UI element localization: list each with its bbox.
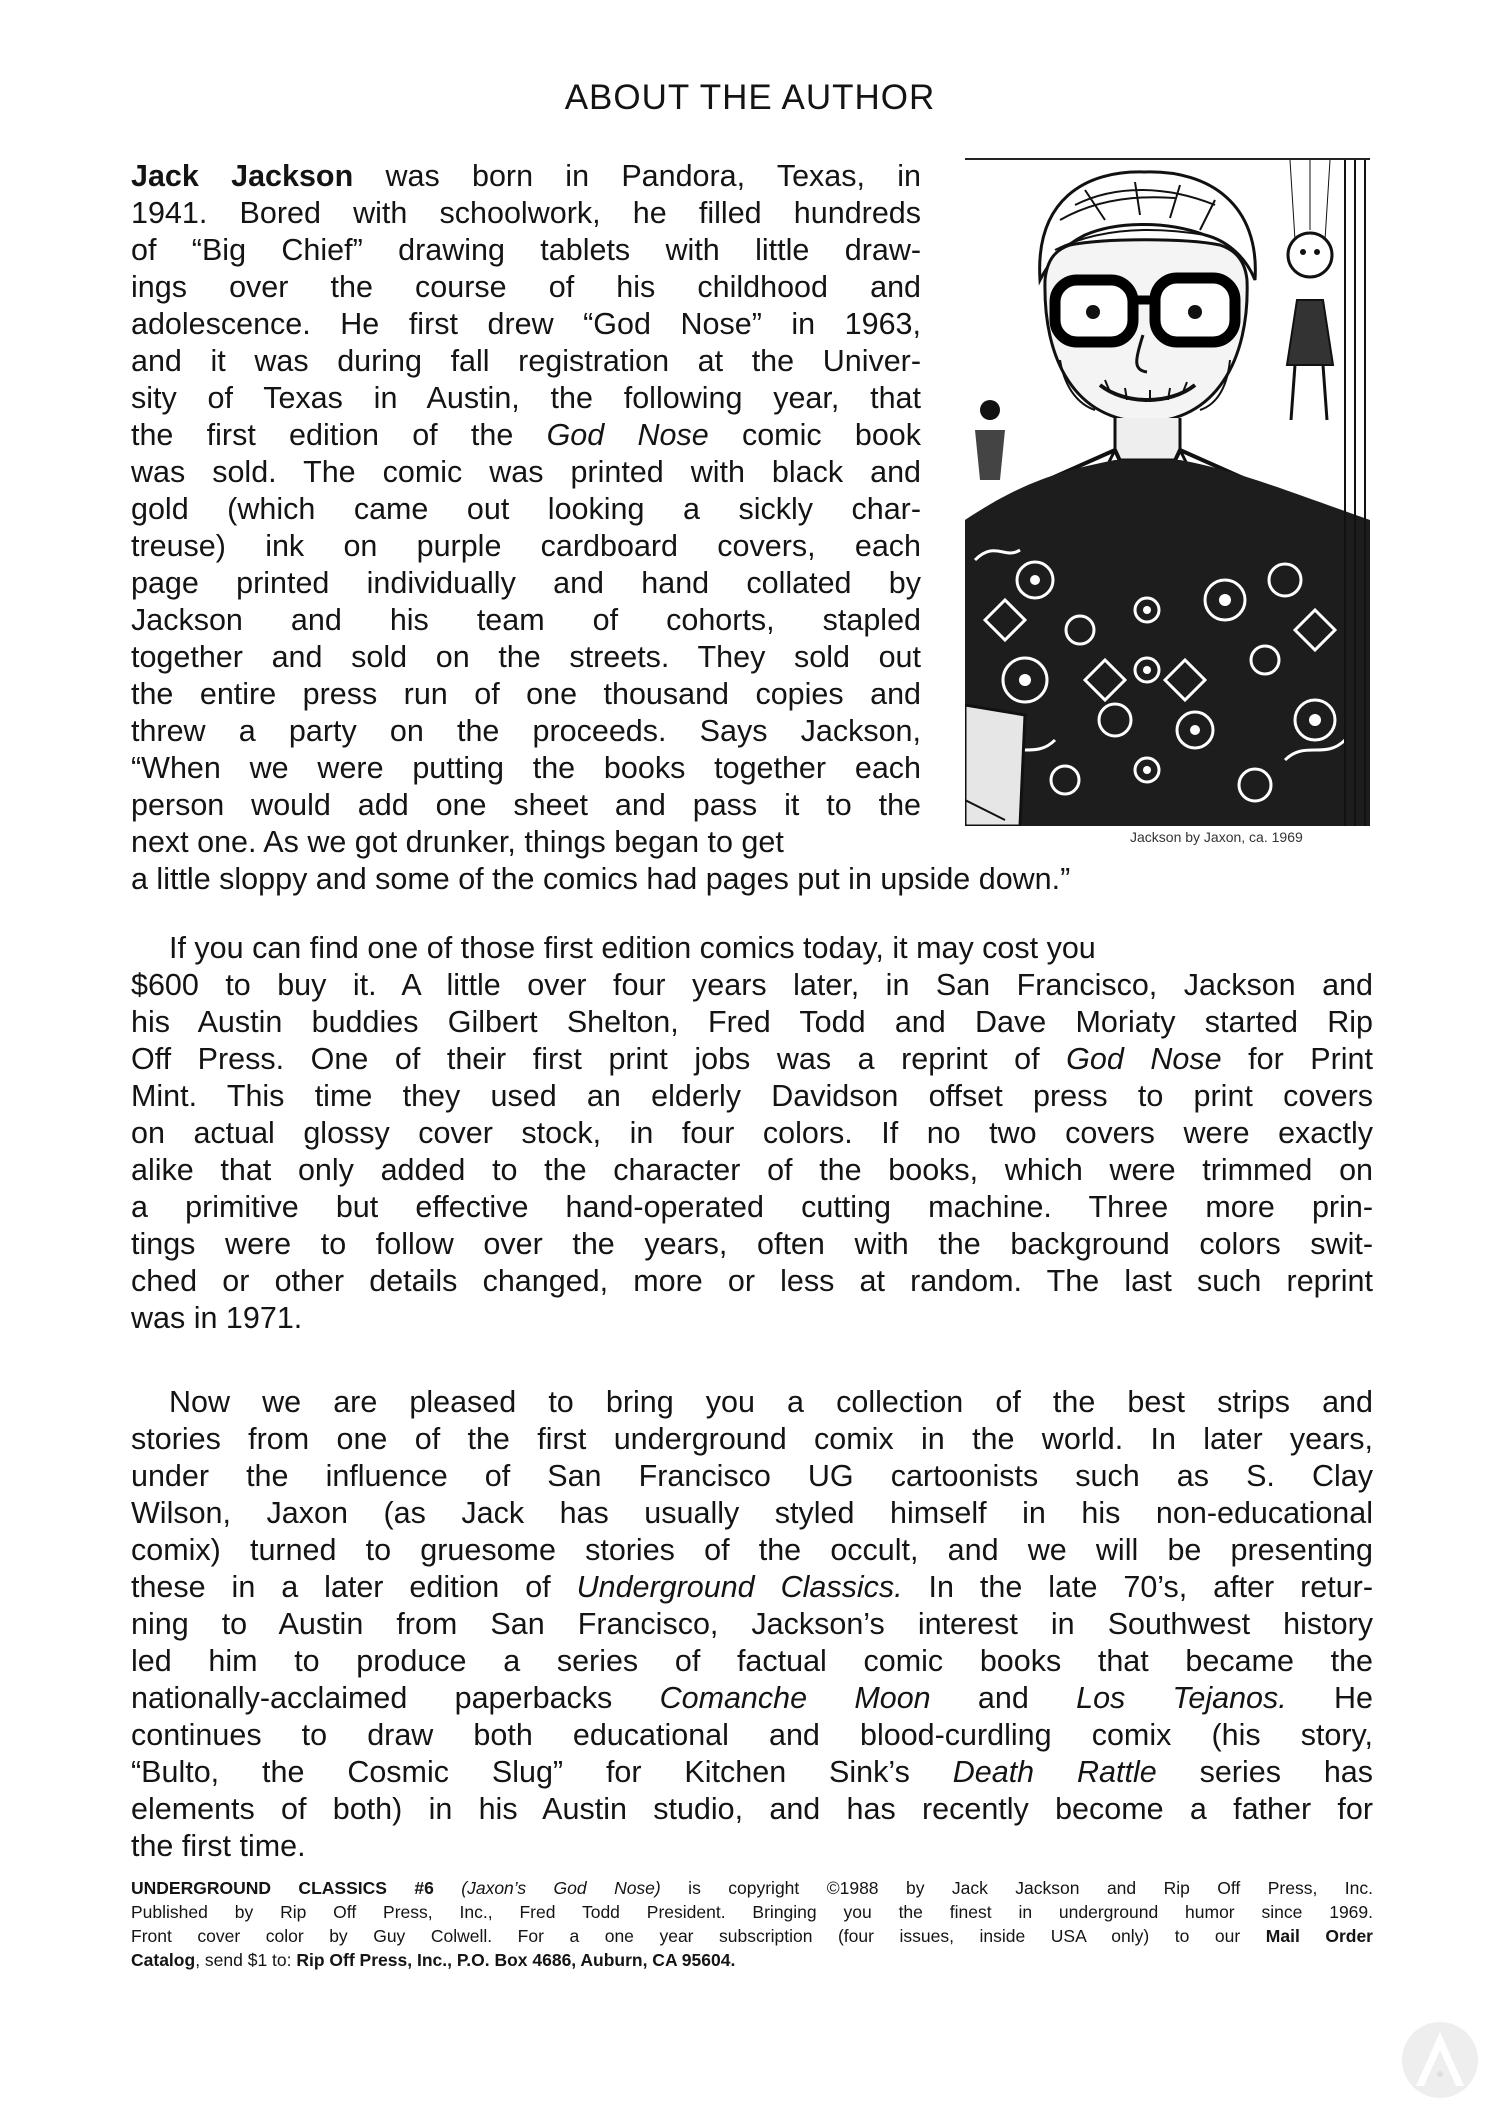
watermark-logo-icon	[1400, 2020, 1480, 2100]
text-line: nationally-acclaimed paperbacks Comanche Moon and Los Tejanos. He	[131, 1681, 1374, 1715]
text-line: Wilson, Jaxon (as Jack has usually styled himself in his non-educational	[131, 1496, 1373, 1530]
text-line: the first edition of the God Nose comic book	[131, 418, 921, 452]
text-line: continues to draw both educational and blood-curdling comix (his story,	[131, 1718, 1373, 1752]
text-line: the entire press run of one thousand copies and	[131, 677, 921, 711]
text-line: Jackson and his team of cohorts, stapled	[131, 603, 921, 637]
author-portrait-illustration	[965, 158, 1370, 826]
text-line: led him to produce a series of factual comic books that became the	[131, 1644, 1373, 1678]
text-line: on actual glossy cover stock, in four colors. If no two covers were exactly	[131, 1116, 1373, 1150]
author-bio-paragraph-2	[131, 930, 1373, 1337]
text-line: Mint. This time they used an elderly Davidson offset press to print covers	[131, 1079, 1373, 1113]
footer-line: Published by Rip Off Press, Inc., Fred Todd President. Bringing you the finest in underground humor since 1969.	[131, 1902, 1373, 1922]
text-line: treuse) ink on purple cardboard covers, each	[131, 529, 921, 563]
text-line: $600 to buy it. A little over four years later, in San Francisco, Jackson and	[131, 968, 1373, 1002]
text-line: “When we were putting the books together each	[131, 751, 921, 785]
page-title: ABOUT THE AUTHOR	[564, 78, 936, 117]
text-line: was in 1971.	[131, 1301, 303, 1335]
portrait-drawing	[965, 160, 1370, 826]
text-line: alike that only added to the character of the books, which were trimmed on	[131, 1153, 1373, 1187]
text-line: these in a later edition of Underground Classics. In the late 70’s, after retur-	[131, 1570, 1373, 1604]
text-line: Jack Jackson was born in Pandora, Texas, in	[131, 159, 921, 193]
text-line: together and sold on the streets. They sold out	[131, 640, 921, 674]
text-line: elements of both) in his Austin studio, and has recently become a father for	[131, 1792, 1373, 1826]
text-line: If you can find one of those first edition comics today, it may cost you	[169, 931, 1096, 965]
text-line: a little sloppy and some of the comics had pages put in upside down.”	[131, 862, 1071, 896]
text-line: 1941. Bored with schoolwork, he filled hundreds	[131, 196, 921, 230]
copyright-footer	[131, 1876, 1373, 1972]
text-line: ning to Austin from San Francisco, Jackson’s interest in Southwest history	[131, 1607, 1373, 1641]
text-line: ched or other details changed, more or less at random. The last such reprint	[131, 1264, 1373, 1298]
text-line: a primitive but effective hand-operated cutting machine. Three more prin-	[131, 1190, 1373, 1224]
text-line: and it was during fall registration at the Univer-	[131, 344, 921, 378]
author-bio-paragraph-1	[131, 158, 1071, 898]
author-bio-paragraph-3	[131, 1384, 1373, 1865]
footer-line: Front cover color by Guy Colwell. For a one year subscription (four issues, inside USA only) to our Mail Order	[131, 1926, 1373, 1946]
text-line: comix) turned to gruesome stories of the occult, and we will be presenting	[131, 1533, 1373, 1567]
text-line: sity of Texas in Austin, the following year, that	[131, 381, 921, 415]
text-line: threw a party on the proceeds. Says Jackson,	[131, 714, 921, 748]
footer-line: Catalog, send $1 to: Rip Off Press, Inc., P.O. Box 4686, Auburn, CA 95604.	[131, 1950, 736, 1970]
text-line: Off Press. One of their first print jobs was a reprint of God Nose for Print	[131, 1042, 1373, 1076]
text-line: tings were to follow over the years, often with the background colors swit-	[131, 1227, 1373, 1261]
portrait-caption: Jackson by Jaxon, ca. 1969	[1130, 829, 1303, 845]
text-line: “Bulto, the Cosmic Slug” for Kitchen Sink’s Death Rattle series has	[131, 1755, 1374, 1789]
text-line: next one. As we got drunker, things began to get	[131, 825, 784, 859]
text-line: page printed individually and hand collated by	[131, 566, 921, 600]
author-name: Jack Jackson	[131, 159, 354, 193]
text-line: stories from one of the first underground comix in the world. In later years,	[131, 1422, 1373, 1456]
text-line: gold (which came out looking a sickly char-	[131, 492, 921, 526]
text-line: the first time.	[131, 1829, 306, 1863]
footer-line: UNDERGROUND CLASSICS #6 (Jaxon’s God Nose) is copyright ©1988 by Jack Jackson and Rip Off Press, Inc.	[131, 1878, 1373, 1898]
text-line: was sold. The comic was printed with black and	[131, 455, 921, 489]
text-line: under the influence of San Francisco UG cartoonists such as S. Clay	[131, 1459, 1373, 1493]
text-line: ings over the course of his childhood and	[131, 270, 921, 304]
text-line: his Austin buddies Gilbert Shelton, Fred Todd and Dave Moriaty started Rip	[131, 1005, 1373, 1039]
text-line: person would add one sheet and pass it to the	[131, 788, 921, 822]
text-line: of “Big Chief” drawing tablets with little draw-	[131, 233, 921, 267]
text-line: adolescence. He first drew “God Nose” in 1963,	[131, 307, 921, 341]
text-line: Now we are pleased to bring you a collection of the best strips and	[169, 1385, 1373, 1419]
